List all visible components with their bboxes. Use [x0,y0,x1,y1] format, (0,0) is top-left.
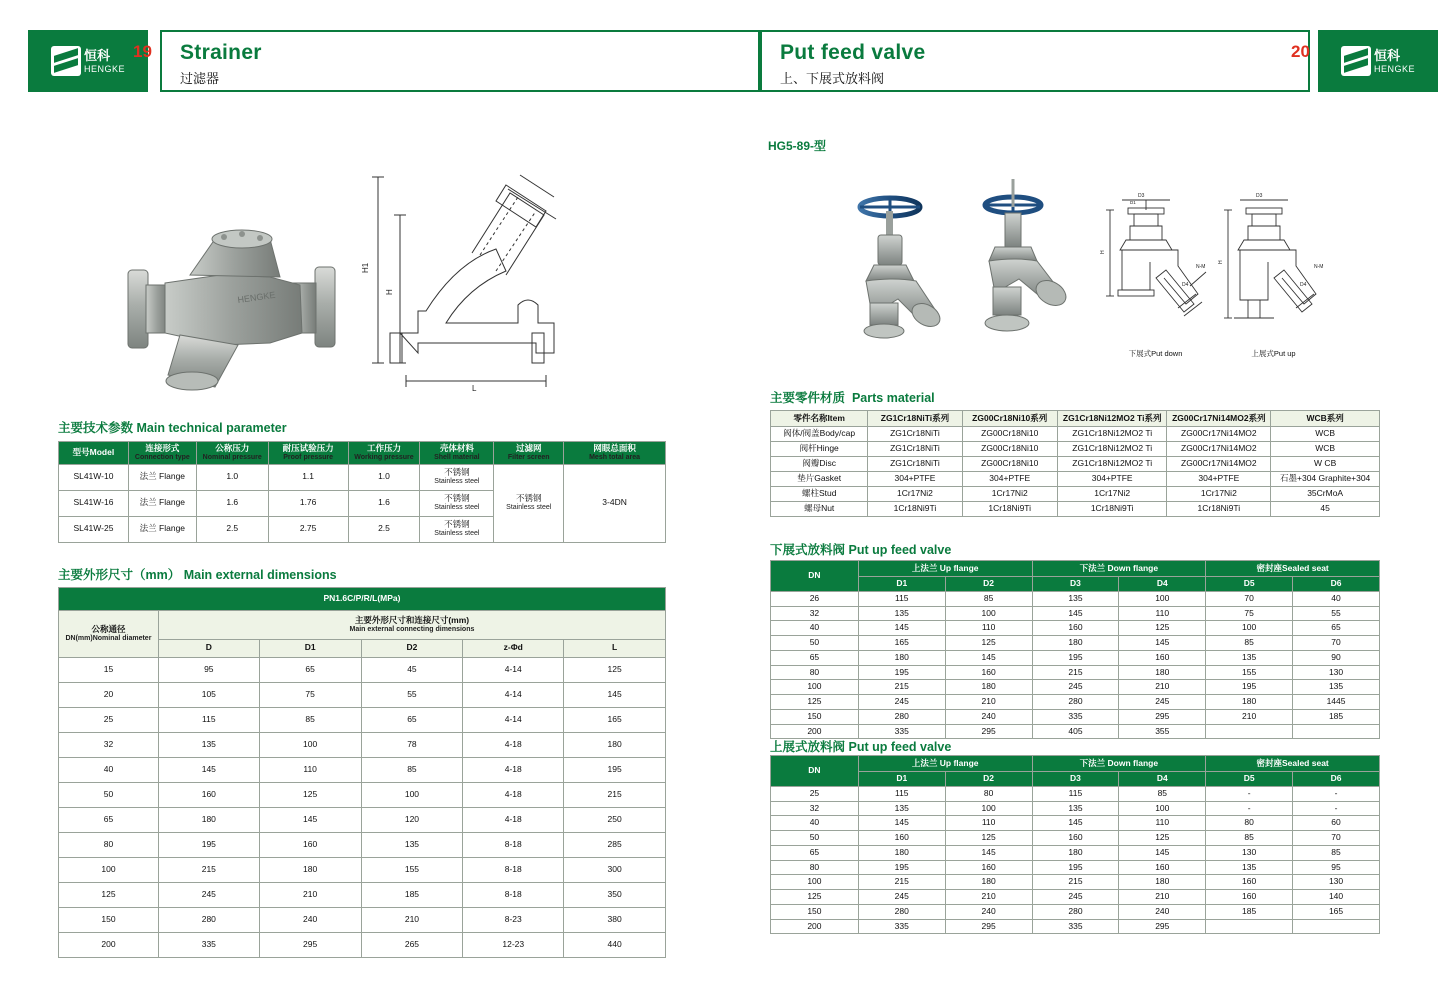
table-row: 32 135 100 145 110 75 55 [771,606,1380,621]
page-number-left: 19 [133,42,152,61]
table-row: 25 115 85 65 4-14 165 [59,708,666,733]
valve-photo-up [955,175,1080,345]
down-feed-valve-heading: 下展式放料阀 Put up feed valve [770,543,952,557]
table-row: 125 245 210 245 210 160 140 [771,890,1380,905]
svg-text:D3: D3 [1138,193,1145,199]
logo-cn-left: 恒科 [83,47,110,63]
table-row: 200 335 295 335 295 [771,919,1380,934]
valve-drawing-down [1100,190,1215,350]
parts-material-heading: 主要零件材质 Parts material [770,391,935,405]
svg-text:H: H [1100,250,1106,254]
svg-text:D4: D4 [1182,282,1189,288]
table-subheader-row: D D1 D2 z-Φd L [59,639,666,657]
table-subheader-row: D1 D2 D3 D4 D5 D6 [771,772,1380,787]
table-header-row: 公称通径 DN(mm)Nominal diameter 主要外形尺寸和连接尺寸(mm) Main external connecting dimensions [59,611,666,640]
logo-left [28,30,148,92]
table-row: 32 135 100 78 4-18 180 [59,733,666,758]
table-row: 螺柱Stud 1Cr17Ni2 1Cr17Ni2 1Cr17Ni2 1Cr17Ni2 35CrMoA [771,487,1380,502]
table-row: 100 215 180 215 180 160 130 [771,875,1380,890]
hengke-logo-icon-right [1341,46,1371,76]
table-header-row: DN 上法兰 Up flange 下法兰 Down flange 密封座Sealed seat [771,561,1380,577]
page-number-right: 20 [1291,42,1310,61]
table-row: 65 180 145 195 160 135 90 [771,650,1380,665]
left-section2-heading: 主要外形尺寸（mm） Main external dimensions [58,568,337,582]
table-row: 100 215 180 155 8-18 300 [59,858,666,883]
page-title-left-en: Strainer [180,41,262,64]
page-title-right-cn: 上、下展式放料阀 [780,71,885,86]
title-bar-left [160,30,760,92]
valve-photo-down [830,185,955,345]
table-row: 150 280 240 210 8-23 380 [59,908,666,933]
up-feed-valve-table [770,755,1380,934]
table-row: 26 115 85 135 100 70 40 [771,591,1380,606]
table-row: 32 135 100 135 100 - - [771,801,1380,816]
table-row: 阀体/阀盖Body/cap ZG1Cr18NiTi ZG00Cr18Ni10 ZG1Cr18Ni12MO2 Ti ZG00Cr17Ni14MO2 WCB [771,427,1380,442]
svg-text:N-M: N-M [1314,264,1324,270]
technical-parameter-table [58,441,666,543]
table-row: 150 280 240 280 240 185 165 [771,904,1380,919]
logo-cn-right: 恒科 [1373,47,1400,63]
svg-text:D1: D1 [1130,200,1136,205]
table-row: 65 180 145 120 4-18 250 [59,808,666,833]
title-bar-right [760,30,1310,92]
parts-material-table [770,410,1380,517]
table-row: 螺母Nut 1Cr18Ni9Ti 1Cr18Ni9Ti 1Cr18Ni9Ti 1Cr18Ni9Ti 45 [771,502,1380,517]
table-row: 200 335 295 405 355 [771,724,1380,739]
valve-drawing-up [1218,190,1333,350]
table-row: 125 245 210 185 8-18 350 [59,883,666,908]
table-row: SL41W-16 法兰 Flange 1.6 1.76 1.6 不锈钢 Stainless steel [59,490,666,516]
logo-en-left: HENGKE [83,63,125,74]
svg-text:H: H [1218,260,1224,264]
table-row: 125 245 210 280 245 180 1445 [771,695,1380,710]
dim-h1-label: H1 [361,262,370,273]
table-banner-row: PN1.6C/P/R/L(MPa) [59,588,666,611]
table-row: SL41W-25 法兰 Flange 2.5 2.75 2.5 不锈钢 Stainless steel [59,516,666,542]
table-header-row: DN 上法兰 Up flange 下法兰 Down flange 密封座Sealed seat [771,756,1380,772]
strainer-line-drawing [360,145,600,395]
up-feed-valve-heading: 上展式放料阀 Put up feed valve [770,740,952,754]
svg-text:HENGKE: HENGKE [236,289,276,305]
page-title-left-cn: 过滤器 [180,71,220,86]
table-row: 阀瓣Disc ZG1Cr18NiTi ZG00Cr18Ni10 ZG1Cr18Ni12MO2 Ti ZG00Cr17Ni14MO2 W CB [771,457,1380,472]
table-row: 垫片Gasket 304+PTFE 304+PTFE 304+PTFE 304+PTFE 石墨+304 Graphite+304 [771,472,1380,487]
strainer-photo [120,215,370,400]
svg-text:D4: D4 [1300,282,1307,288]
table-header-row: 型号Model 连接形式 Connection type 公称压力 Nominal pressure 耐压试验压力 Proof pressure 工作压力 Working pressure 壳体材料 Shell material 过滤网 Filter screen 网眼总面积 Mesh total area [59,442,666,465]
table-row: 20 105 75 55 4-14 145 [59,683,666,708]
table-row: 50 165 125 180 145 85 70 [771,636,1380,651]
table-row: 50 160 125 100 4-18 215 [59,783,666,808]
down-feed-valve-table [770,560,1380,739]
caption-put-up: 上展式Put up [1251,349,1296,358]
left-section1-heading: 主要技术参数 Main technical parameter [58,421,287,435]
table-row: 40 145 110 145 110 80 60 [771,816,1380,831]
table-row: 100 215 180 245 210 195 135 [771,680,1380,695]
table-row: 65 180 145 180 145 130 85 [771,845,1380,860]
external-dimensions-table [58,587,666,958]
svg-text:N-M: N-M [1196,264,1206,270]
dim-l-label: L [472,384,477,393]
table-row: 200 335 295 265 12-23 440 [59,933,666,958]
logo-right [1318,30,1438,92]
table-row: 40 145 110 85 4-18 195 [59,758,666,783]
table-row: 80 195 160 135 8-18 285 [59,833,666,858]
logo-en-right: HENGKE [1373,63,1415,74]
model-label: HG5-89-型 [768,139,827,153]
table-subheader-row: D1 D2 D3 D4 D5 D6 [771,577,1380,592]
table-row: 80 195 160 195 160 135 95 [771,860,1380,875]
table-row: 阀杆Hinge ZG1Cr18NiTi ZG00Cr18Ni10 ZG1Cr18Ni12MO2 Ti ZG00Cr17Ni14MO2 WCB [771,442,1380,457]
hengke-logo-icon [51,46,81,76]
svg-text:D3: D3 [1256,193,1263,199]
table-row: 25 115 80 115 85 - - [771,786,1380,801]
table-header-row: 零件名称Item ZG1Cr18NiTi系列 ZG00Cr18Ni10系列 ZG1Cr18Ni12MO2 Ti系列 ZG00Cr17Ni14MO2系列 WCB系列 [771,411,1380,427]
page-title-right-en: Put feed valve [780,41,926,64]
table-row: 50 160 125 160 125 85 70 [771,831,1380,846]
table-row: 80 195 160 215 180 155 130 [771,665,1380,680]
table-row: 150 280 240 335 295 210 185 [771,709,1380,724]
dim-h-label: H [385,289,394,295]
table-row: 40 145 110 160 125 100 65 [771,621,1380,636]
caption-put-down: 下展式Put down [1128,349,1183,358]
table-row: SL41W-10 法兰 Flange 1.0 1.1 1.0 不锈钢 Stainless steel 不锈钢 Stainless steel 3-4DN [59,464,666,490]
table-row: 15 95 65 45 4-14 125 [59,658,666,683]
